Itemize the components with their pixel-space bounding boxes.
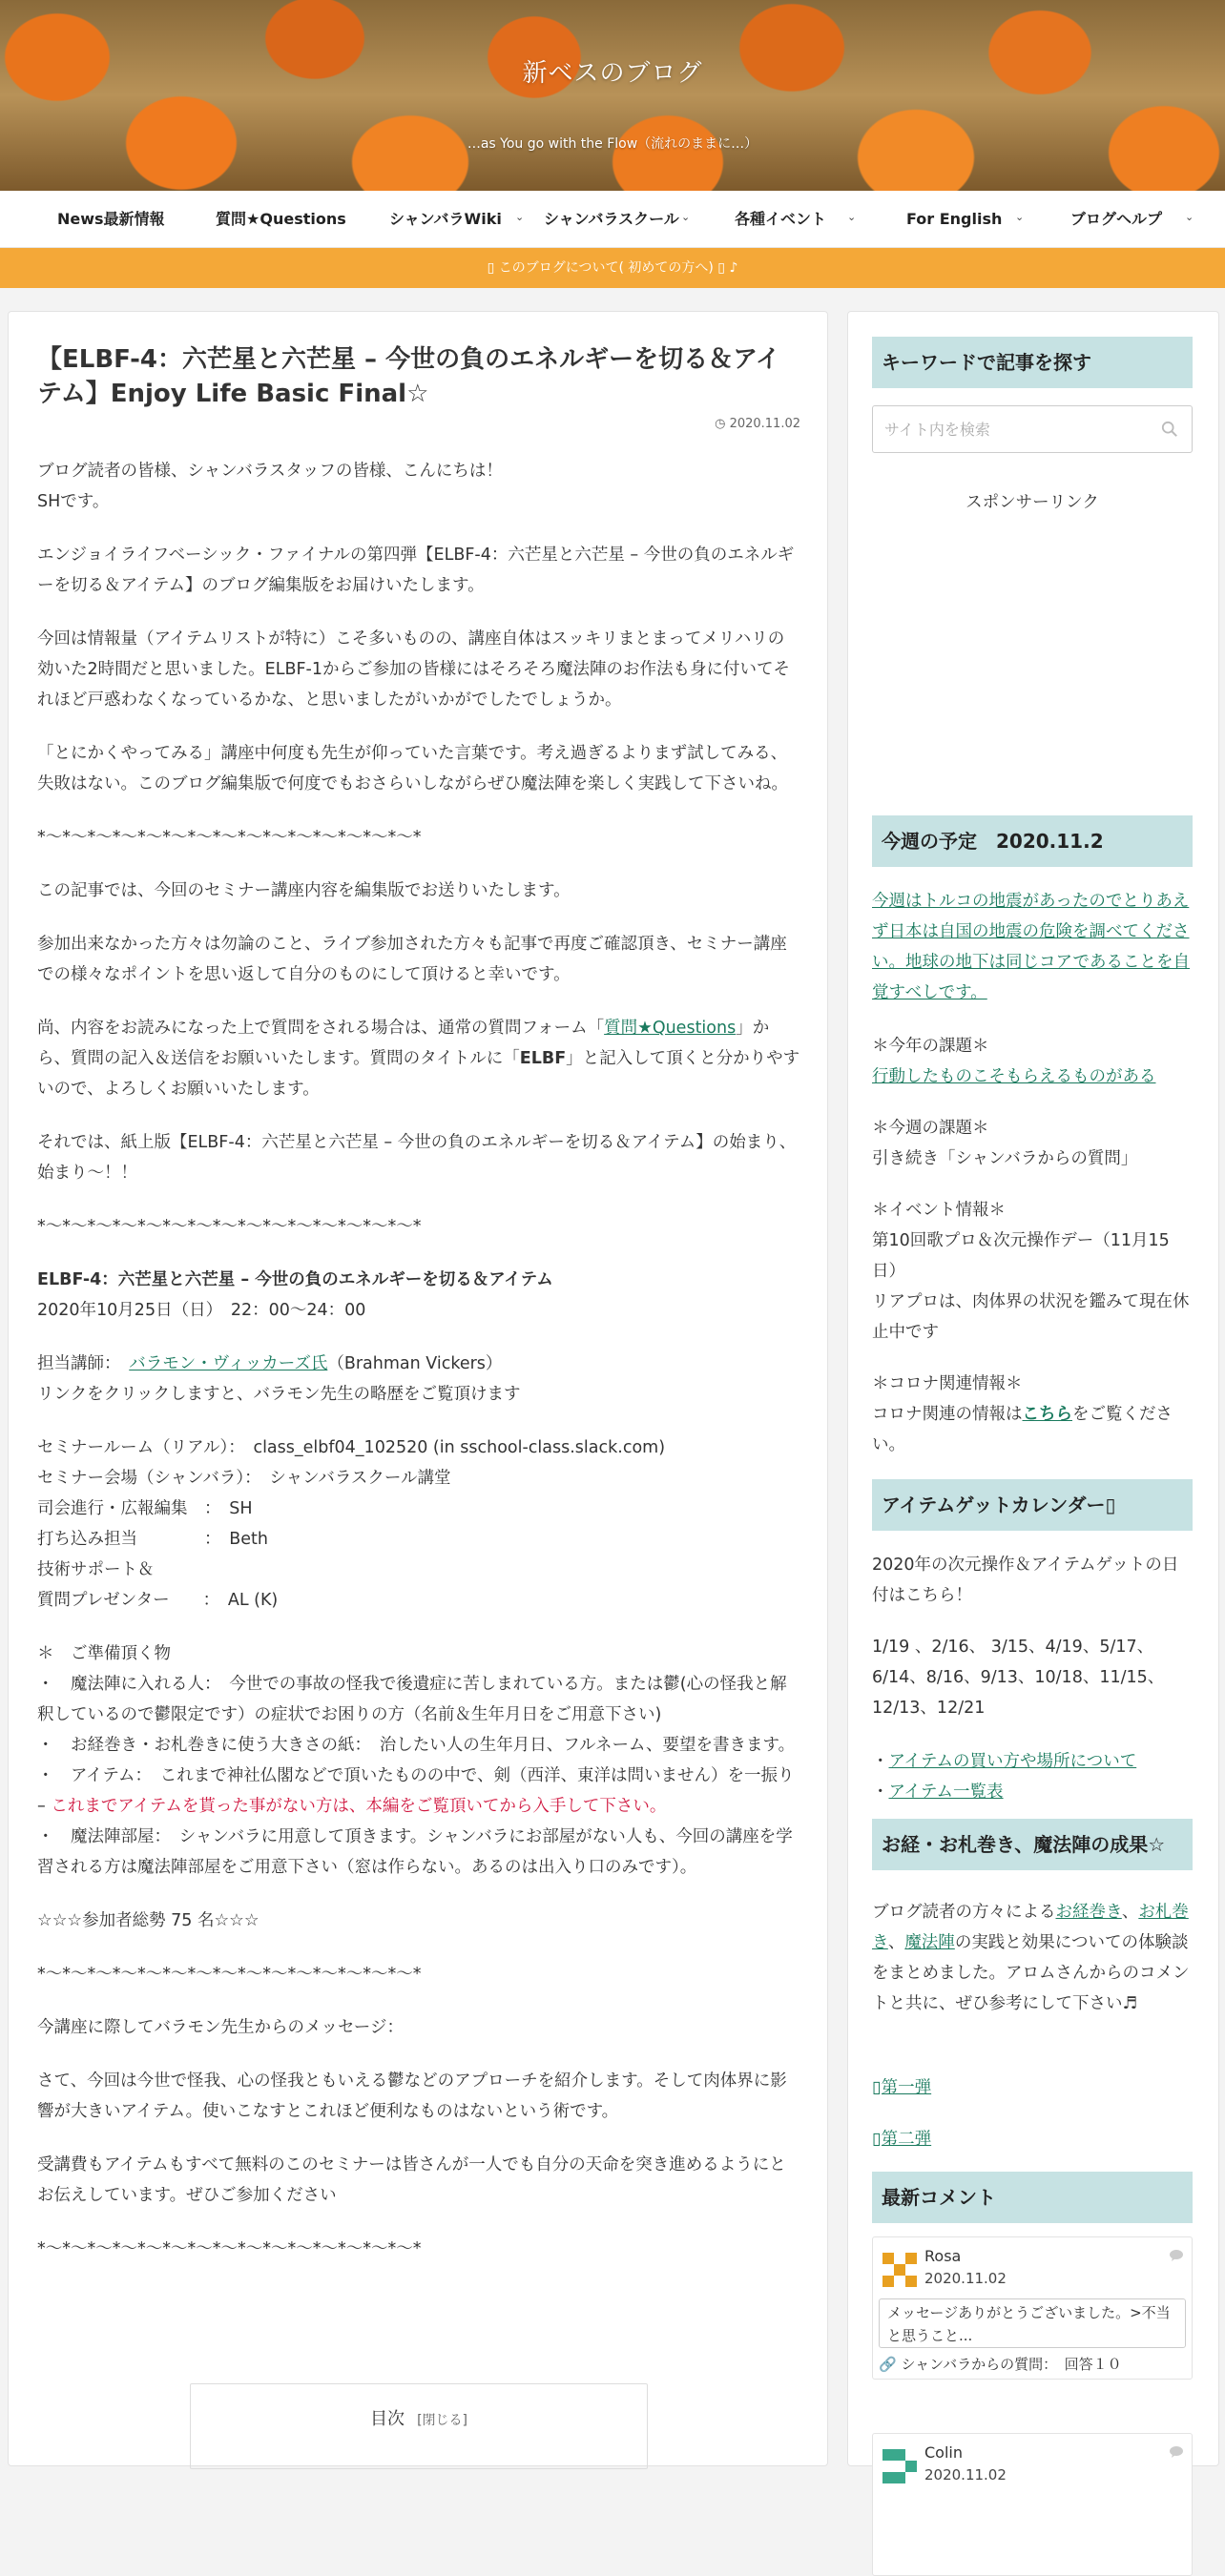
- chevron-down-icon[interactable]: ⌄: [515, 211, 525, 223]
- prep-item: ・ お経巻き・お札巻きに使う大きさの紙： 治したい人の生年月日、フルネーム、要望を書きます。: [37, 1736, 796, 1755]
- message-title: 今講座に際してバラモン先生からのメッセージ：: [37, 2018, 404, 2037]
- results-text: [872, 1897, 1193, 2019]
- week-heading: 今週の予定 2020.11.2: [872, 815, 1193, 867]
- toc-toggle[interactable]: [閉じる]: [417, 2413, 468, 2428]
- article-paragraph: [37, 456, 800, 517]
- divider-line: *〜*〜*〜*〜*〜*〜*〜*〜*〜*〜*〜*〜*〜*〜*〜*: [37, 2239, 422, 2258]
- typist-line: 打ち込み担当 ： Beth: [37, 1530, 268, 1549]
- prep-item: ・ 魔法陣に入れる人： 今世での事故の怪我で後遺症に苦しまれている方。または鬱(心の怪我と解釈しているので鬱限定です）の症状でお困りの方（名前＆生年月日をご用意下さい): [37, 1675, 787, 1724]
- sidebar: [847, 311, 1219, 2483]
- support-line: 技術サポート＆: [37, 1560, 155, 1579]
- chevron-down-icon[interactable]: ⌄: [847, 211, 857, 223]
- comments-heading: 最新コメント: [872, 2172, 1193, 2223]
- corona-link[interactable]: こちら: [1022, 1405, 1072, 1424]
- event-info-line: リアプロは、肉体界の状況を鑑みて現在休止中です: [872, 1292, 1190, 1342]
- search-input[interactable]: [873, 406, 1150, 452]
- calendar-intro: 2020年の次元操作＆アイテムゲットの日付はこちら！: [872, 1556, 1179, 1605]
- year-task-title: ＊今年の課題＊: [872, 1037, 989, 1056]
- seminar-room-real: セミナールーム（リアル）： class_elbf04_102520 (in sschool-class.slack.com): [37, 1438, 666, 1457]
- comment-date: 2020.11.02: [924, 2270, 1007, 2287]
- text-fragment: コロナ関連の情報は: [872, 1405, 1023, 1424]
- comment-card[interactable]: [872, 2236, 1193, 2380]
- item-purchase-link[interactable]: アイテムの買い方や場所について: [888, 1752, 1137, 1771]
- main-nav: [0, 191, 1225, 248]
- comment-author: Rosa: [924, 2247, 962, 2265]
- article-paragraph: 「とにかくやってみる」講座中何度も先生が仰っていた言葉です。考え過ぎるよりまず試してみる、失敗はない。このブログ編集版で何度でもおさらいしながらぜひ魔法陣を楽しく実践して下さいね。: [37, 744, 788, 793]
- article-title: 【ELBF-4：六芒星と六芒星 – 今世の負のエネルギーを切る＆アイテム】Enjoy Life Basic Final☆: [37, 345, 780, 408]
- lecturer-english-name: （Brahman Vickers）: [327, 1354, 503, 1373]
- speech-bubble-icon: [1169, 2445, 1184, 2459]
- text-fragment: 」と記入して頂くと分かりやすいので、よろしくお願いいたします。: [37, 1049, 800, 1099]
- text-fragment: 尚、内容をお読みになった上で質問をされる場合は、通常の質問フォーム「: [37, 1019, 605, 1038]
- event-info-title: ＊イベント情報＊: [872, 1201, 1006, 1220]
- search-heading: キーワードで記事を探す: [872, 337, 1193, 388]
- text-fragment: ブログ読者の方々による: [872, 1903, 1056, 1922]
- article-paragraph: [37, 1013, 800, 1104]
- nav-item-help[interactable]: ブログヘルプ: [1070, 210, 1163, 228]
- nav-item-events[interactable]: 各種イベント: [735, 210, 827, 228]
- calendar-dates: 1/19 、2/16、 3/15、4/19、5/17、6/14、8/16、9/13、10/18、11/15、12/13、12/21: [872, 1638, 1165, 1718]
- clock-icon: ◷: [715, 417, 730, 431]
- site-subtitle: …as You go with the Flow（流れのままに…）: [467, 136, 758, 152]
- warning-text: これまでアイテムを貰った事がない方は、本編をご覧頂いてから入手して下さい。: [51, 1797, 667, 1816]
- okyo-link[interactable]: お経巻き: [1055, 1903, 1122, 1922]
- text-fragment: の実践と効果についての体験談をまとめました。アロムさんからのコメントと共に、ぜひ参考にして下さい♬: [872, 1933, 1190, 2013]
- author-line: SHです。: [37, 492, 110, 511]
- divider-line: *〜*〜*〜*〜*〜*〜*〜*〜*〜*〜*〜*〜*〜*〜*〜*: [37, 1217, 422, 1236]
- nav-item-english[interactable]: For English: [906, 210, 1003, 228]
- results-heading: お経・お札巻き、魔法陣の成果☆: [872, 1819, 1193, 1870]
- link-icon: 🔗: [879, 2356, 902, 2373]
- message-paragraph: 受講費もアイテムもすべて無料のこのセミナーは皆さんが一人でも自分の天命を突き進めるようにとお伝えしています。ぜひご参加ください: [37, 2155, 786, 2205]
- nav-item-wiki[interactable]: シャンバラWiki: [389, 210, 502, 228]
- search-icon[interactable]: [1161, 421, 1178, 438]
- text-fragment: 、: [1121, 1903, 1139, 1922]
- calendar-links: [872, 1746, 1193, 1807]
- nav-item-news[interactable]: News最新情報: [57, 210, 165, 228]
- week-task-text: 引き続き「シャンバラからの質問」: [872, 1149, 1138, 1168]
- text-fragment: 、: [887, 1933, 905, 1952]
- attendees-count: ☆☆☆参加者総勢 75 名☆☆☆: [37, 1911, 260, 1930]
- notice-bar[interactable]: ▯ このブログについて( 初めての方へ) ▯ ♪: [0, 248, 1225, 288]
- article-paragraph: 今回は情報量（アイテムリストが特に）こそ多いものの、講座自体はスッキリまとまってメリハリの効いた2時間だと思いました。ELBF-1からご参加の皆様にはそろそろ魔法陣のお作法も身に付いてそれほど戸惑わなくなっているかな、と思いましたがいかがでしたでしょうか。: [37, 629, 790, 710]
- lecturer-note: リンクをクリックしますと、バラモン先生の略歴をご覧頂けます: [37, 1385, 521, 1404]
- lecturer-label: 担当講師：: [37, 1354, 130, 1373]
- event-info-line: 第10回歌プロ＆次元操作デー（11月15日）: [872, 1231, 1170, 1281]
- year-task-link[interactable]: 行動したものこそもらえるものがある: [872, 1067, 1156, 1086]
- article-date: [37, 417, 800, 431]
- bullet: ・: [872, 1752, 889, 1771]
- speech-bubble-icon: [1169, 2249, 1184, 2262]
- prep-title: ＊ ご準備頂く物: [37, 1644, 171, 1663]
- comment-body: メッセージありがとうございました。>不当と思うこと...: [879, 2298, 1186, 2348]
- message-paragraph: さて、今回は今世で怪我、心の怪我ともいえる鬱などのアプローチを紹介します。そして肉体界に影響が大きいアイテム。使いこなすとこれほど便利なものはないという術です。: [37, 2071, 787, 2121]
- results-part2: [872, 2124, 1193, 2154]
- comment-date: 2020.11.02: [924, 2466, 1007, 2483]
- prep-item: ・ 魔法陣部屋： シャンバラに用意して頂きます。シャンバラにお部屋がない人も、今回の講座を学習される方は魔法陣部屋をご用意下さい（窓は作らない。あるのは出入り口のみです）。: [37, 1827, 793, 1877]
- event-info: [872, 1195, 1193, 1348]
- chevron-down-icon[interactable]: ⌄: [681, 211, 691, 223]
- comment-post-title: シャンバラからの質問： 回答１０: [901, 2356, 1122, 2373]
- bullet: ・: [872, 1783, 889, 1802]
- week-task: [872, 1113, 1193, 1174]
- corona-title: ＊コロナ関連情報＊: [872, 1374, 1023, 1393]
- nav-item-school[interactable]: シャンバラスクール: [544, 210, 679, 228]
- nav-item-questions[interactable]: 質問★Questions: [216, 210, 346, 228]
- divider-line: *〜*〜*〜*〜*〜*〜*〜*〜*〜*〜*〜*〜*〜*〜*〜*: [37, 1965, 422, 1984]
- week-notice: [872, 886, 1193, 1008]
- item-list-link[interactable]: アイテム一覧表: [888, 1783, 1004, 1802]
- article-date-value: 2020.11.02: [729, 417, 800, 431]
- comment-card[interactable]: [872, 2433, 1193, 2576]
- seminar-room-shambala: セミナー会場（シャンバラ）： シャンバラスクール講堂: [37, 1469, 451, 1488]
- week-task-title: ＊今週の課題＊: [872, 1119, 989, 1138]
- presenter-line: 質問プレゼンター ： AL (K): [37, 1591, 279, 1610]
- prep-item: [37, 1761, 800, 1822]
- chevron-down-icon[interactable]: ⌄: [1015, 211, 1025, 223]
- ofuda-link[interactable]: お札巻き: [872, 1903, 1189, 1952]
- week-notice-link[interactable]: 今週はトルコの地震があったのでとりあえず日本は自国の地震の危険を調べてください。地球の地下は同じコアであることを自覚すべしです。: [872, 892, 1191, 1002]
- avatar: [879, 2249, 921, 2291]
- table-of-contents: [190, 2383, 648, 2469]
- results-part1: [872, 2072, 1193, 2103]
- elbf-keyword: ELBF: [519, 1049, 567, 1068]
- site-header: [0, 0, 1225, 191]
- text-fragment: をご覧ください。: [872, 1405, 1173, 1454]
- lecturer-link[interactable]: バラモン・ヴィッカーズ氏: [129, 1354, 328, 1373]
- article-paragraph: それでは、紙上版【ELBF-4：六芒星と六芒星 – 今世の負のエネルギーを切る＆アイテム】の始まり、始まり〜！！: [37, 1133, 797, 1183]
- divider-line: *〜*〜*〜*〜*〜*〜*〜*〜*〜*〜*〜*〜*〜*〜*〜*: [37, 828, 422, 847]
- lecturer-line: [37, 1349, 800, 1379]
- article-paragraph: エンジョイライフベーシック・ファイナルの第四弾【ELBF-4：六芒星と六芒星 – 今世の負のエネルギーを切る＆アイテム】のブログ編集版をお届けいたします。: [37, 546, 795, 595]
- chevron-down-icon[interactable]: ⌄: [1185, 211, 1194, 223]
- text-fragment: ・ アイテム： これまで神社仏閣などで頂いたものの中で、剣（西洋、東洋は問いません）を一振り –: [37, 1766, 795, 1816]
- mahoujin-link[interactable]: 魔法陣: [904, 1933, 955, 1952]
- toc-title: 目次: [369, 2409, 405, 2429]
- questions-link[interactable]: 質問★Questions: [604, 1019, 737, 1038]
- event-title: ELBF-4：六芒星と六芒星 – 今世の負のエネルギーを切る＆アイテム: [37, 1270, 553, 1289]
- search-box: [872, 405, 1193, 453]
- comment-author: Colin: [924, 2443, 963, 2462]
- sponsor-label: スポンサーリンク: [965, 493, 1099, 512]
- text-fragment: 」から、質問の記入＆送信をお願いいたします。質問のタイトルに「: [37, 1019, 770, 1068]
- article: [37, 342, 800, 2287]
- host-line: 司会進行・広報編集 ： SH: [37, 1499, 253, 1518]
- year-task: [872, 1031, 1193, 1092]
- main-content: [8, 311, 828, 2466]
- calendar-heading: アイテムゲットカレンダー▯: [872, 1479, 1193, 1531]
- event-date: 2020年10月25日（日） 22：00〜24：00: [37, 1301, 366, 1320]
- site-title[interactable]: 新ベスのブログ: [522, 59, 703, 88]
- avatar: [879, 2445, 921, 2487]
- corona-info: [872, 1369, 1193, 1460]
- comment-post-link[interactable]: [879, 2354, 1122, 2374]
- results-part1-link[interactable]: ▯第一弾: [872, 2078, 932, 2097]
- article-paragraph: この記事では、今回のセミナー講座内容を編集版でお送りいたします。: [37, 881, 571, 900]
- greeting-line: ブログ読者の皆様、シャンバラスタッフの皆様、こんにちは！: [37, 462, 503, 481]
- results-part2-link[interactable]: ▯第二弾: [872, 2130, 932, 2149]
- article-paragraph: 参加出来なかった方々は勿論のこと、ライブ参加された方々も記事で再度ご確認頂き、セミナー講座での様々なポイントを思い返して自分のものにして頂けると幸いです。: [37, 935, 787, 984]
